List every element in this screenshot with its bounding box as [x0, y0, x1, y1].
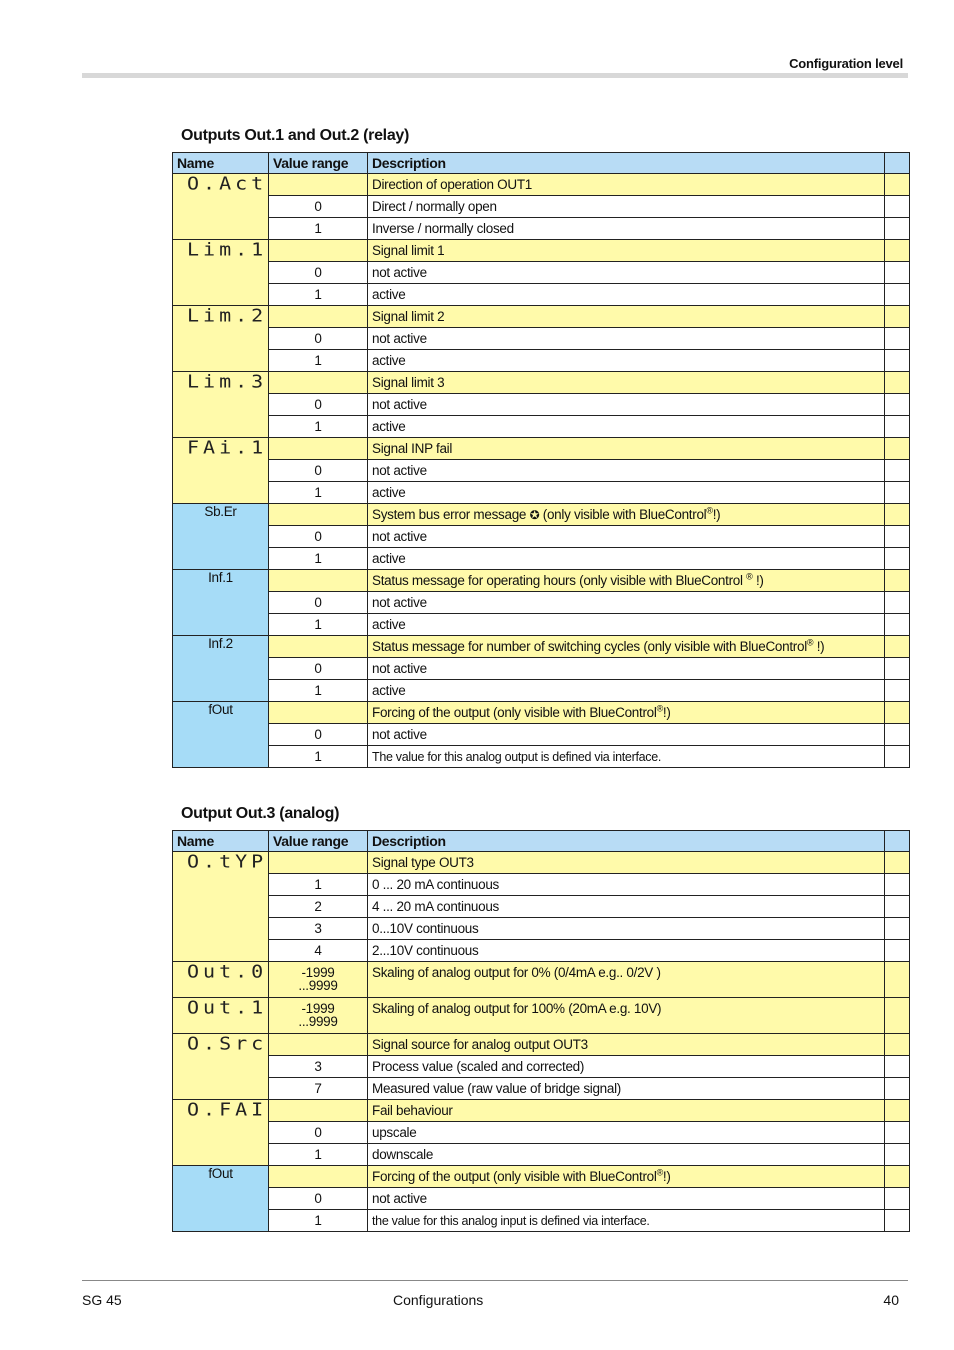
column-header-name: Name	[173, 153, 269, 174]
extra-cell	[885, 614, 910, 636]
extra-cell	[885, 962, 910, 998]
option-value: 0	[269, 328, 368, 350]
param-name: Inf.1	[208, 570, 233, 585]
extra-cell	[885, 1166, 910, 1188]
range-cell	[269, 636, 368, 658]
extra-cell	[885, 852, 910, 874]
extra-cell	[885, 174, 910, 196]
param-name: Inf.2	[208, 636, 233, 651]
range-cell	[269, 306, 368, 328]
extra-cell	[885, 284, 910, 306]
option-text: not active	[368, 724, 885, 746]
option-value: 1	[269, 1210, 368, 1232]
option-value: 1	[269, 350, 368, 372]
option-value: 1	[269, 482, 368, 504]
param-name-cell	[173, 1166, 269, 1232]
extra-cell	[885, 460, 910, 482]
extra-cell	[885, 504, 910, 526]
section-title-relay-outputs: Outputs Out.1 and Out.2 (relay)	[181, 127, 410, 144]
option-value: 2	[269, 896, 368, 918]
relay-outputs-table	[172, 152, 910, 768]
option-value: 1	[269, 416, 368, 438]
option-text: active	[368, 614, 885, 636]
option-text: not active	[368, 592, 885, 614]
section-title-analog-output: Output Out.3 (analog)	[181, 805, 340, 822]
param-name-cell	[173, 998, 269, 1034]
option-text: not active	[368, 460, 885, 482]
footer-rule	[82, 1280, 908, 1281]
extra-cell	[885, 636, 910, 658]
param-name: fOut	[208, 1166, 233, 1181]
option-text: not active	[368, 1188, 885, 1210]
registered-mark: ®	[656, 703, 663, 714]
option-text: not active	[368, 262, 885, 284]
column-header-description: Description	[368, 831, 885, 852]
column-header-range: Value range	[269, 831, 368, 852]
option-text: active	[368, 284, 885, 306]
param-description: Forcing of the output (only visible with BlueControl®!)	[368, 702, 885, 724]
option-text: 2...10V continuous	[368, 940, 885, 962]
footer-document-id: SG 45	[82, 1292, 122, 1308]
extra-cell	[885, 1122, 910, 1144]
extra-cell	[885, 1034, 910, 1056]
param-description: Skaling of analog output for 100% (20mA e.g. 10V)	[368, 998, 885, 1034]
option-text: not active	[368, 328, 885, 350]
range-cell	[269, 240, 368, 262]
param-description: Signal source for analog output OUT3	[368, 1034, 885, 1056]
analog-output-table	[172, 830, 910, 1232]
range-cell	[269, 372, 368, 394]
param-name-lcd: Lim.1	[187, 239, 268, 260]
extra-cell	[885, 1078, 910, 1100]
extra-cell	[885, 1056, 910, 1078]
param-name-lcd: O.tYP	[187, 851, 268, 872]
option-value: 1	[269, 874, 368, 896]
extra-cell	[885, 416, 910, 438]
option-text: not active	[368, 658, 885, 680]
extra-cell	[885, 724, 910, 746]
option-value: 4	[269, 940, 368, 962]
param-name-cell	[173, 702, 269, 768]
option-value: 0	[269, 262, 368, 284]
option-value: 0	[269, 1122, 368, 1144]
option-value: 1	[269, 548, 368, 570]
param-description: Forcing of the output (only visible with BlueControl®!)	[368, 1166, 885, 1188]
extra-cell	[885, 874, 910, 896]
param-description: Skaling of analog output for 0% (0/4mA e.g.. 0/2V )	[368, 962, 885, 998]
param-name-cell	[173, 438, 269, 504]
option-text: the value for this analog input is defined via interface.	[368, 1210, 885, 1232]
extra-cell	[885, 328, 910, 350]
param-description: Signal limit 1	[368, 240, 885, 262]
column-header-name: Name	[173, 831, 269, 852]
extra-cell	[885, 306, 910, 328]
option-text: active	[368, 548, 885, 570]
param-name-lcd: Lim.3	[187, 371, 268, 392]
param-name: Sb.Er	[204, 504, 237, 519]
registered-mark: ®	[806, 637, 814, 648]
option-value: 0	[269, 1188, 368, 1210]
star-bullet-icon: ✪	[529, 508, 540, 522]
option-text: Measured value (raw value of bridge signal)	[368, 1078, 885, 1100]
param-name-cell	[173, 174, 269, 240]
extra-cell	[885, 570, 910, 592]
option-text: 0 ... 20 mA continuous	[368, 874, 885, 896]
extra-cell	[885, 918, 910, 940]
extra-cell	[885, 746, 910, 768]
header-rule	[82, 73, 908, 78]
param-name-lcd: Out.1	[187, 997, 268, 1018]
registered-mark: ®	[706, 505, 713, 516]
param-description: Signal limit 2	[368, 306, 885, 328]
extra-cell	[885, 592, 910, 614]
param-name-cell	[173, 240, 269, 306]
param-description: Status message for number of switching cycles (only visible with BlueControl® !)	[368, 636, 885, 658]
param-name-cell	[173, 504, 269, 570]
extra-cell	[885, 658, 910, 680]
param-name-cell	[173, 852, 269, 962]
param-name: fOut	[208, 702, 233, 717]
page-header-title: Configuration level	[789, 56, 903, 71]
option-text: Inverse / normally closed	[368, 218, 885, 240]
option-value: 0	[269, 724, 368, 746]
extra-cell	[885, 702, 910, 724]
extra-cell	[885, 262, 910, 284]
extra-cell	[885, 1210, 910, 1232]
extra-cell	[885, 1100, 910, 1122]
registered-mark: ®	[746, 571, 753, 582]
column-header-description: Description	[368, 153, 885, 174]
extra-cell	[885, 394, 910, 416]
param-name-cell	[173, 1100, 269, 1166]
option-value: 0	[269, 196, 368, 218]
option-text: active	[368, 680, 885, 702]
option-text: active	[368, 482, 885, 504]
option-text: active	[368, 350, 885, 372]
extra-cell	[885, 1144, 910, 1166]
param-description: Signal limit 3	[368, 372, 885, 394]
extra-cell	[885, 350, 910, 372]
range-cell	[269, 438, 368, 460]
option-text: downscale	[368, 1144, 885, 1166]
extra-cell	[885, 196, 910, 218]
param-name-cell	[173, 636, 269, 702]
extra-cell	[885, 438, 910, 460]
range-cell	[269, 174, 368, 196]
column-header-range: Value range	[269, 153, 368, 174]
extra-cell	[885, 372, 910, 394]
param-description: Status message for operating hours (only visible with BlueControl ® !)	[368, 570, 885, 592]
option-value: 0	[269, 460, 368, 482]
option-text: The value for this analog output is defined via interface.	[368, 746, 885, 768]
range-cell	[269, 702, 368, 724]
option-value: 0	[269, 658, 368, 680]
extra-cell	[885, 240, 910, 262]
extra-cell	[885, 896, 910, 918]
extra-cell	[885, 1188, 910, 1210]
range-cell	[269, 998, 368, 1034]
option-text: active	[368, 416, 885, 438]
option-value: 1	[269, 614, 368, 636]
param-name-cell	[173, 1034, 269, 1100]
option-text: Process value (scaled and corrected)	[368, 1056, 885, 1078]
range-min: -1999	[301, 965, 335, 980]
param-name-lcd: Out.0	[187, 961, 268, 982]
param-name-lcd: FAi.1	[187, 437, 268, 458]
option-text: 4 ... 20 mA continuous	[368, 896, 885, 918]
param-description: Signal type OUT3	[368, 852, 885, 874]
param-name-lcd: O.Act	[187, 173, 268, 194]
option-value: 1	[269, 680, 368, 702]
range-cell	[269, 504, 368, 526]
param-name-lcd: O.FAI	[187, 1099, 268, 1120]
param-name-lcd: O.Src	[187, 1033, 268, 1054]
option-text: upscale	[368, 1122, 885, 1144]
option-value: 0	[269, 592, 368, 614]
footer-chapter: Configurations	[393, 1292, 484, 1308]
option-value: 1	[269, 284, 368, 306]
column-header-extra	[885, 831, 910, 852]
range-cell	[269, 1100, 368, 1122]
param-name-cell	[173, 372, 269, 438]
param-description: System bus error message ✪ (only visible with BlueControl®!)	[368, 504, 885, 526]
param-description: Direction of operation OUT1	[368, 174, 885, 196]
range-cell	[269, 1166, 368, 1188]
option-value: 3	[269, 918, 368, 940]
extra-cell	[885, 482, 910, 504]
param-name-cell	[173, 962, 269, 998]
extra-cell	[885, 218, 910, 240]
option-value: 1	[269, 1144, 368, 1166]
option-value: 1	[269, 746, 368, 768]
option-text: not active	[368, 526, 885, 548]
param-description: Signal INP fail	[368, 438, 885, 460]
extra-cell	[885, 998, 910, 1034]
range-max: ...9999	[298, 978, 338, 993]
extra-cell	[885, 526, 910, 548]
option-value: 3	[269, 1056, 368, 1078]
extra-cell	[885, 680, 910, 702]
option-value: 1	[269, 218, 368, 240]
footer-page-number: 40	[883, 1292, 899, 1308]
option-text: Direct / normally open	[368, 196, 885, 218]
param-name-lcd: Lim.2	[187, 305, 268, 326]
option-text: not active	[368, 394, 885, 416]
range-max: ...9999	[298, 1014, 338, 1029]
option-text: 0...10V continuous	[368, 918, 885, 940]
param-name-cell	[173, 306, 269, 372]
range-min: -1999	[301, 1001, 335, 1016]
option-value: 0	[269, 394, 368, 416]
extra-cell	[885, 940, 910, 962]
column-header-extra	[885, 153, 910, 174]
option-value: 7	[269, 1078, 368, 1100]
range-cell	[269, 852, 368, 874]
param-name-cell	[173, 570, 269, 636]
range-cell	[269, 1034, 368, 1056]
range-cell	[269, 962, 368, 998]
range-cell	[269, 570, 368, 592]
option-value: 0	[269, 526, 368, 548]
param-description: Fail behaviour	[368, 1100, 885, 1122]
extra-cell	[885, 548, 910, 570]
